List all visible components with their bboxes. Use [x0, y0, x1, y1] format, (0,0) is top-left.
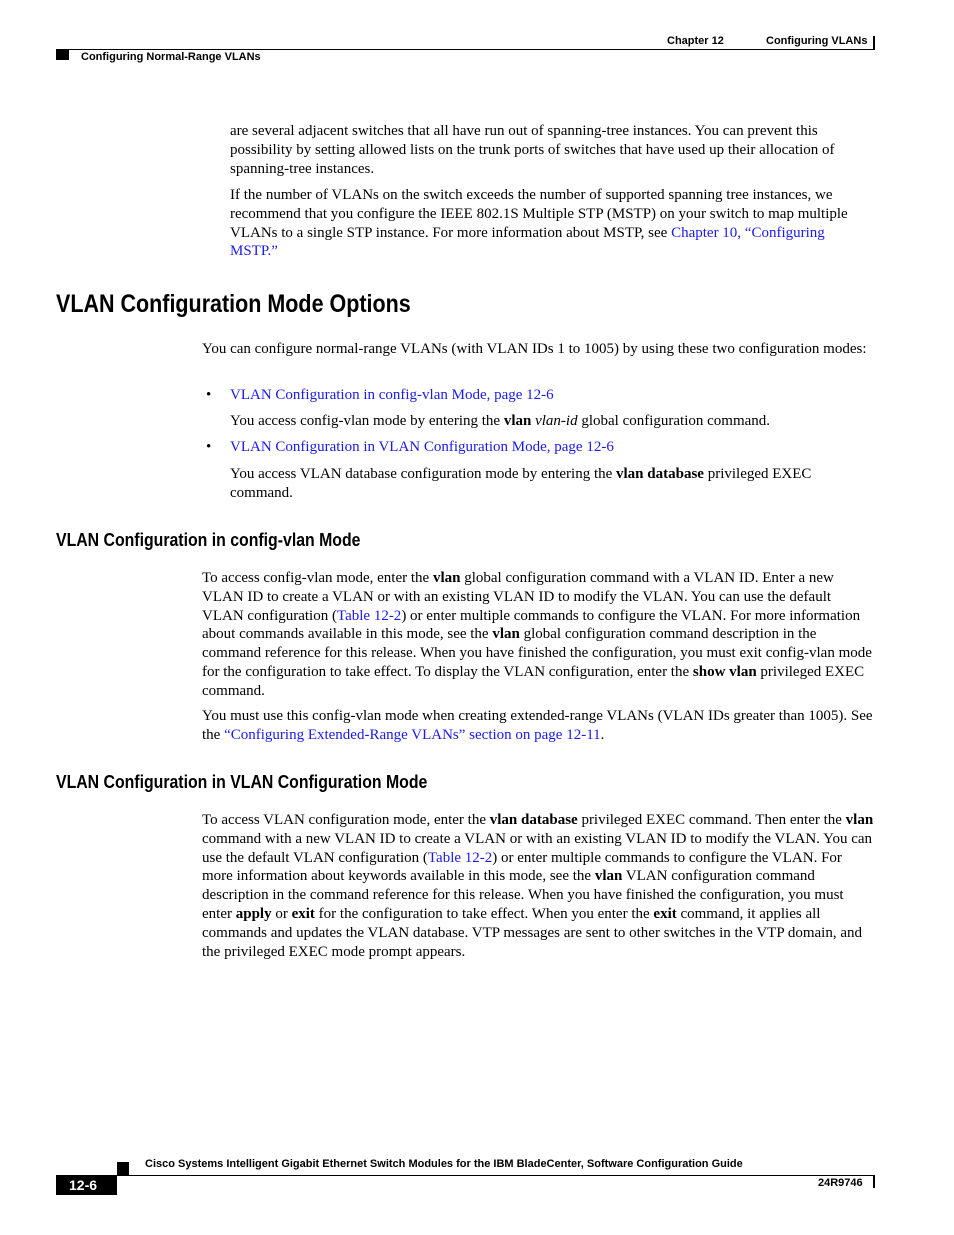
- header-square-marker: [56, 49, 69, 60]
- section2-paragraph-1: To access config-vlan mode, enter the vlan global configuration command with a VLAN ID. Enter a new VLAN ID to create a VLAN or with an existing VLAN ID to modify the VLAN. You can use the default VLAN configuration (Table 12-2) or enter multiple commands to configure the VLAN. For more information about commands available in this mode, see the vlan global configuration command description in the command reference for this release. When you have finished the configuration, you must exit config-vlan mode for the configuration to take effect. To display the VLAN configuration, enter the show vlan privileged EXEC command.: [202, 570, 872, 699]
- intro-paragraph-2-text: If the number of VLANs on the switch exceeds the number of supported spanning tree instances, we recommend that you configure the IEEE 802.1S Multiple STP (MSTP) on your switch to map multiple VLANs to a single STP instance. For more information about MSTP, see: [230, 187, 848, 241]
- footer-doc-number: 24R9746: [818, 1177, 863, 1189]
- header-chapter-title: Configuring VLANs: [766, 35, 868, 47]
- section2-paragraph-2: You must use this config-vlan mode when creating extended-range VLANs (VLAN IDs greater than 1005). See the “Configuring Extended-Range VLANs” section on page 12-11.: [202, 708, 873, 743]
- header-rule: [56, 49, 875, 50]
- link-table-12-2-second[interactable]: Table 12-2: [427, 849, 493, 866]
- intro-paragraph-1: are several adjacent switches that all have run out of spanning-tree instances. You can prevent this possibility by setting allowed lists on the trunk ports of switches that have used up their allocation of spanning-tree instances.: [230, 123, 835, 177]
- link-table-12-2[interactable]: Table 12-2: [336, 607, 402, 624]
- section3-paragraph-1: To access VLAN configuration mode, enter the vlan database privileged EXEC command. Then enter the vlan command with a new VLAN ID to create a VLAN or with an existing VLAN ID to modify the VLAN. You can use the default VLAN configuration (Table 12-2) or enter multiple commands to configure the VLAN. For more information about keywords available in this mode, see the vlan VLAN configuration command description in the command reference for this release. When you have finished the configuration, you must enter apply or exit for the configuration to take effect. When you enter the exit command, it applies all commands and updates the VLAN database. VTP messages are sent to other switches in the VTP domain, and the privileged EXEC mode prompt appears.: [202, 812, 874, 960]
- header-tick-mark: [873, 36, 875, 50]
- bullet-marker-2: •: [206, 439, 212, 455]
- bullet1-description: You access config-vlan mode by entering the vlan vlan-id global configuration command.: [230, 413, 771, 429]
- header-chapter-number: Chapter 12: [667, 35, 724, 47]
- intro-paragraph-2: [230, 186, 874, 261]
- footer-tick-mark: [873, 1175, 875, 1188]
- footer-rule: [56, 1175, 875, 1176]
- link-configuring-extended-range-vlans[interactable]: “Configuring Extended-Range VLANs” section on page 12-11: [224, 726, 601, 743]
- header-section-title: Configuring Normal-Range VLANs: [81, 51, 261, 63]
- footer-guide-title: Cisco Systems Intelligent Gigabit Ethernet Switch Modules for the IBM BladeCenter, Software Configuration Guide: [145, 1158, 743, 1170]
- footer-square-marker: [117, 1162, 129, 1175]
- heading-vlan-configuration-mode: VLAN Configuration in VLAN Configuration Mode: [56, 772, 428, 792]
- section1-intro-paragraph: You can configure normal-range VLANs (with VLAN IDs 1 to 1005) by using these two configuration modes:: [202, 341, 867, 357]
- link-vlan-configuration-mode[interactable]: VLAN Configuration in VLAN Configuration Mode, page 12-6: [230, 439, 614, 455]
- bullet2-description: You access VLAN database configuration mode by entering the vlan database privileged EXEC command.: [230, 466, 812, 501]
- link-config-vlan-mode[interactable]: VLAN Configuration in config-vlan Mode, page 12-6: [230, 387, 554, 403]
- bullet-marker-1: •: [206, 387, 212, 403]
- footer-page-number: 12-6: [56, 1175, 117, 1195]
- heading-config-vlan-mode: VLAN Configuration in config-vlan Mode: [56, 530, 361, 550]
- link-chapter-10-mstp[interactable]: Chapter 10, “Configuring MSTP.”: [230, 224, 825, 260]
- heading-vlan-configuration-mode-options: VLAN Configuration Mode Options: [56, 290, 411, 318]
